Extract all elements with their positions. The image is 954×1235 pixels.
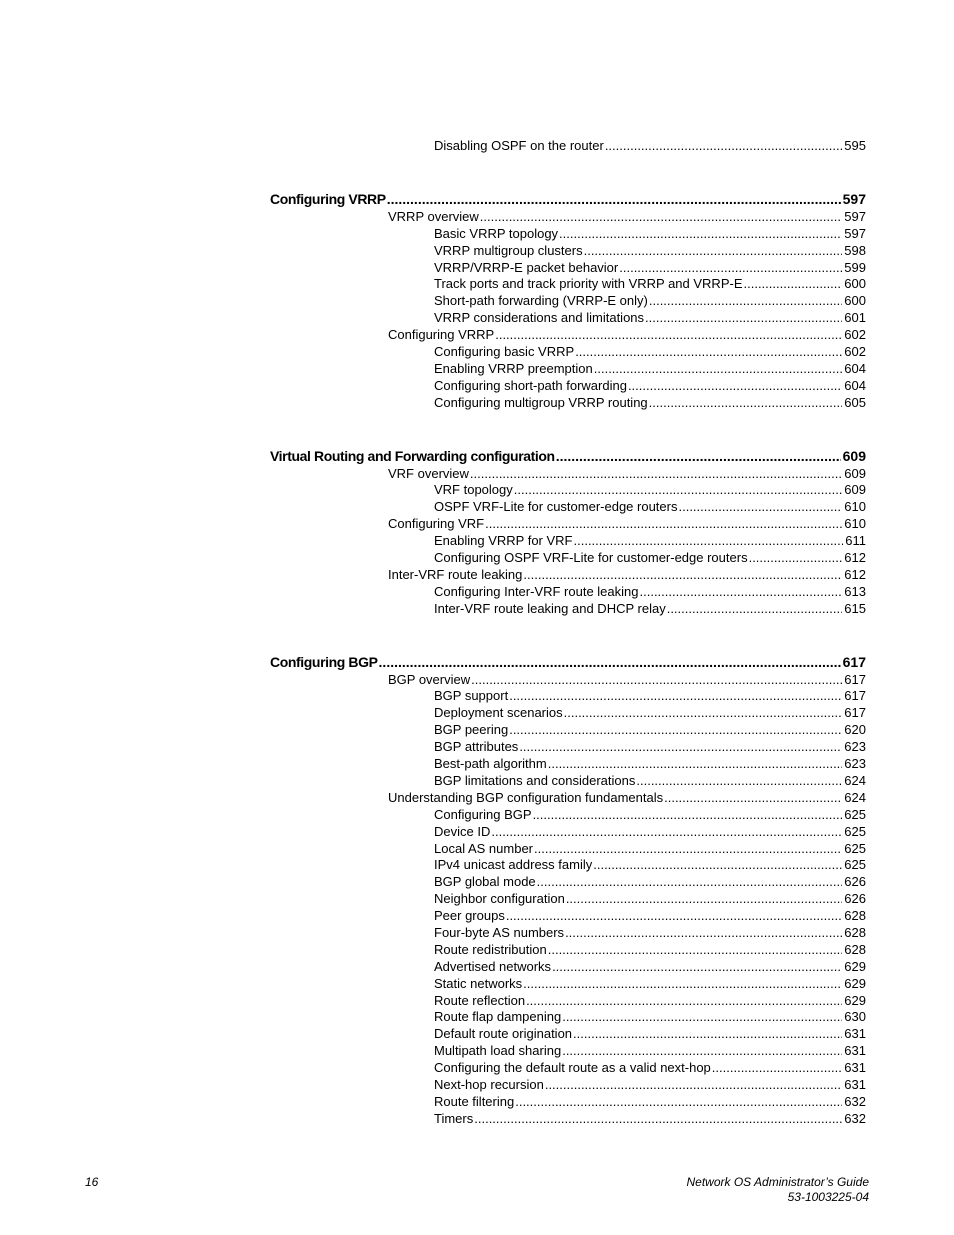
toc-section-entry[interactable] (388, 790, 866, 807)
entry-label: Configuring short-path forwarding (434, 377, 627, 393)
entry-label: Configuring the default route as a valid next-hop (434, 1060, 711, 1076)
entry-label: OSPF VRF-Lite for customer-edge routers (434, 499, 678, 515)
dot-leader (628, 378, 842, 395)
toc-subsection-entry[interactable] (434, 243, 866, 260)
toc-subsection-entry[interactable] (434, 739, 866, 756)
dot-leader (509, 722, 842, 739)
entry-label: BGP limitations and considerations (434, 772, 636, 788)
entry-page-number: 600 (844, 293, 866, 309)
entry-label: VRRP/VRRP-E packet behavior (434, 259, 619, 275)
dot-leader (594, 361, 843, 378)
dot-leader (605, 138, 842, 155)
dot-leader (533, 807, 843, 824)
dot-leader (495, 327, 842, 344)
dot-leader (523, 976, 842, 993)
entry-page-number: 626 (844, 891, 866, 907)
footer-doc-info (686, 1175, 869, 1205)
entry-page-number: 629 (844, 958, 866, 974)
toc-subsection-entry[interactable] (434, 378, 866, 395)
entry-label: Device ID (434, 823, 491, 839)
dot-leader (485, 516, 842, 533)
toc-subsection-entry[interactable] (434, 925, 866, 942)
entry-label: Timers (434, 1110, 474, 1126)
dot-leader (574, 533, 844, 550)
entry-page-number: 631 (844, 1026, 866, 1042)
entry-label: Enabling VRRP for VRF (434, 533, 573, 549)
dot-leader (387, 189, 841, 209)
dot-leader (678, 499, 842, 516)
entry-page-number: 625 (844, 823, 866, 839)
toc-section-entry[interactable] (388, 567, 866, 584)
footer-page-number (85, 1175, 98, 1190)
dot-leader (545, 1077, 842, 1094)
toc-subsection-entry[interactable] (434, 1026, 866, 1043)
toc-subsection-entry[interactable] (434, 1060, 866, 1077)
toc-subsection-entry[interactable] (434, 976, 866, 993)
dot-leader (640, 584, 843, 601)
toc-subsection-entry[interactable] (434, 1043, 866, 1060)
dot-leader (514, 482, 843, 499)
entry-page-number: 610 (844, 516, 866, 532)
entry-page-number: 615 (844, 600, 866, 616)
toc-subsection-entry[interactable] (434, 395, 866, 412)
entry-page-number: 609 (844, 482, 866, 498)
entry-label: Disabling OSPF on the router (434, 138, 604, 153)
toc-chapter-entry[interactable] (270, 446, 866, 466)
entry-page-number: 625 (844, 857, 866, 873)
entry-label: Default route origination (434, 1026, 573, 1042)
toc-subsection-entry[interactable] (434, 908, 866, 925)
entry-page-number: 609 (844, 465, 866, 481)
entry-page-number: 617 (842, 653, 866, 670)
dot-leader (565, 925, 842, 942)
toc-subsection-entry[interactable] (434, 807, 866, 824)
toc-subsection-entry[interactable] (434, 959, 866, 976)
table-of-contents (0, 138, 954, 1128)
dot-leader (480, 209, 843, 226)
dot-leader (636, 773, 842, 790)
toc-subsection-entry[interactable] (434, 550, 866, 567)
entry-label: Configuring VRF (388, 516, 485, 532)
toc-subsection-entry[interactable] (434, 260, 866, 277)
entry-label: Route flap dampening (434, 1009, 562, 1025)
entry-label: Enabling VRRP preemption (434, 360, 593, 376)
dot-leader (470, 466, 842, 483)
entry-page-number: 631 (844, 1060, 866, 1076)
entry-page-number: 623 (844, 739, 866, 755)
entry-page-number: 630 (844, 1009, 866, 1025)
toc-subsection-entry[interactable] (434, 482, 866, 499)
toc-section-entry[interactable] (388, 209, 866, 226)
entry-page-number: 595 (844, 138, 866, 153)
entry-label: VRF topology (434, 482, 513, 498)
dot-leader (548, 942, 843, 959)
dot-leader (534, 841, 842, 858)
entry-label: Short-path forwarding (VRRP-E only) (434, 293, 648, 309)
dot-leader (474, 1111, 842, 1128)
entry-page-number: 626 (844, 874, 866, 890)
entry-label: Peer groups (434, 908, 505, 924)
dot-leader (519, 739, 842, 756)
entry-page-number: 597 (844, 225, 866, 241)
entry-label: Advertised networks (434, 958, 552, 974)
toc-subsection-entry[interactable] (434, 1111, 866, 1128)
entry-page-number: 604 (844, 360, 866, 376)
entry-label: VRF overview (388, 465, 469, 481)
entry-page-number: 632 (844, 1093, 866, 1109)
toc-subsection-entry[interactable] (434, 993, 866, 1010)
toc-subsection-entry[interactable] (434, 722, 866, 739)
entry-label: Multipath load sharing (434, 1043, 562, 1059)
entry-page-number: 602 (844, 327, 866, 343)
dot-leader (573, 1026, 842, 1043)
entry-label: Configuring BGP (434, 806, 532, 822)
chapter-spacer (0, 155, 954, 189)
entry-page-number: 625 (844, 806, 866, 822)
dot-leader (564, 705, 843, 722)
entry-page-number: 631 (844, 1043, 866, 1059)
toc-subsection-entry[interactable] (434, 138, 866, 155)
toc-subsection-entry[interactable] (434, 533, 866, 550)
toc-subsection-entry[interactable] (434, 601, 866, 618)
entry-label: Configuring VRRP (388, 327, 495, 343)
entry-page-number: 629 (844, 992, 866, 1008)
entry-page-number: 598 (844, 242, 866, 258)
entry-page-number: 628 (844, 941, 866, 957)
dot-leader (649, 293, 842, 310)
dot-leader (509, 688, 842, 705)
entry-label: Understanding BGP configuration fundamentals (388, 789, 664, 805)
entry-label: Configuring basic VRRP (434, 344, 575, 360)
chapter-spacer (0, 618, 954, 652)
entry-page-number: 601 (844, 310, 866, 326)
toc-subsection-entry[interactable] (434, 310, 866, 327)
entry-page-number: 624 (844, 772, 866, 788)
dot-leader (562, 1043, 842, 1060)
dot-leader (515, 1094, 842, 1111)
entry-page-number: 602 (844, 344, 866, 360)
entry-page-number: 624 (844, 789, 866, 805)
dot-leader (584, 243, 843, 260)
toc-subsection-entry[interactable] (434, 688, 866, 705)
entry-label: BGP attributes (434, 739, 519, 755)
dot-leader (548, 756, 843, 773)
entry-page-number: 600 (844, 276, 866, 292)
entry-page-number: 597 (842, 190, 866, 207)
toc-subsection-entry[interactable] (434, 1094, 866, 1111)
toc-subsection-entry[interactable] (434, 344, 866, 361)
toc-chapter-entry[interactable] (270, 652, 866, 672)
entry-label: Configuring VRRP (270, 190, 386, 207)
toc-subsection-entry[interactable] (434, 824, 866, 841)
dot-leader (619, 260, 842, 277)
entry-label: Inter-VRF route leaking (388, 566, 523, 582)
entry-label: Configuring OSPF VRF-Lite for customer-edge routers (434, 550, 748, 566)
toc-subsection-entry[interactable] (434, 276, 866, 293)
entry-page-number: 617 (844, 705, 866, 721)
entry-label: VRRP overview (388, 208, 479, 224)
toc-subsection-entry[interactable] (434, 942, 866, 959)
entry-page-number: 628 (844, 908, 866, 924)
dot-leader (667, 601, 843, 618)
toc-subsection-entry[interactable] (434, 361, 866, 378)
entry-page-number: 628 (844, 924, 866, 940)
toc-subsection-entry[interactable] (434, 841, 866, 858)
toc-chapter-entry[interactable] (270, 189, 866, 209)
entry-label: BGP overview (388, 671, 471, 687)
dot-leader (523, 567, 842, 584)
doc-number: 53-1003225-04 (787, 1190, 869, 1204)
entry-label: VRRP multigroup clusters (434, 242, 583, 258)
entry-label: BGP support (434, 688, 509, 704)
dot-leader (526, 993, 842, 1010)
entry-page-number: 613 (844, 583, 866, 599)
dot-leader (744, 276, 843, 293)
entry-page-number: 632 (844, 1110, 866, 1126)
dot-leader (491, 824, 842, 841)
toc-section-entry[interactable] (388, 516, 866, 533)
entry-label: IPv4 unicast address family (434, 857, 593, 873)
toc-subsection-entry[interactable] (434, 499, 866, 516)
toc-subsection-entry[interactable] (434, 226, 866, 243)
entry-page-number: 599 (844, 259, 866, 275)
toc-subsection-entry[interactable] (434, 756, 866, 773)
chapter-spacer (0, 412, 954, 446)
entry-label: BGP peering (434, 722, 509, 738)
dot-leader (552, 959, 842, 976)
entry-label: Configuring Inter-VRF route leaking (434, 583, 639, 599)
entry-page-number: 609 (842, 447, 866, 464)
entry-page-number: 605 (844, 394, 866, 410)
entry-page-number: 612 (844, 550, 866, 566)
entry-label: BGP global mode (434, 874, 536, 890)
dot-leader (593, 857, 842, 874)
entry-label: Configuring BGP (270, 653, 378, 670)
dot-leader (556, 446, 841, 466)
dot-leader (649, 395, 843, 412)
toc-subsection-entry[interactable] (434, 874, 866, 891)
dot-leader (645, 310, 842, 327)
entry-page-number: 597 (844, 208, 866, 224)
dot-leader (559, 226, 842, 243)
toc-section-entry[interactable] (388, 672, 866, 689)
dot-leader (537, 874, 843, 891)
entry-page-number: 625 (844, 840, 866, 856)
entry-page-number: 623 (844, 756, 866, 772)
entry-page-number: 611 (845, 533, 866, 549)
toc-section-entry[interactable] (388, 466, 866, 483)
entry-label: Neighbor configuration (434, 891, 565, 907)
entry-label: Basic VRRP topology (434, 225, 559, 241)
doc-title: Network OS Administrator’s Guide (686, 1175, 869, 1189)
entry-page-number: 620 (844, 722, 866, 738)
entry-page-number: 631 (844, 1076, 866, 1092)
dot-leader (749, 550, 843, 567)
entry-label: Four-byte AS numbers (434, 924, 565, 940)
entry-label: Next-hop recursion (434, 1076, 544, 1092)
toc-subsection-entry[interactable] (434, 1009, 866, 1026)
entry-label: Inter-VRF route leaking and DHCP relay (434, 600, 666, 616)
dot-leader (575, 344, 842, 361)
entry-label: Static networks (434, 975, 523, 991)
entry-label: Route reflection (434, 992, 526, 1008)
entry-page-number: 604 (844, 377, 866, 393)
entry-label: Local AS number (434, 840, 534, 856)
entry-page-number: 610 (844, 499, 866, 515)
entry-page-number: 629 (844, 975, 866, 991)
entry-label: VRRP considerations and limitations (434, 310, 645, 326)
dot-leader (506, 908, 842, 925)
entry-page-number: 617 (844, 688, 866, 704)
toc-subsection-entry[interactable] (434, 293, 866, 310)
entry-label: Virtual Routing and Forwarding configuration (270, 447, 555, 464)
dot-leader (712, 1060, 843, 1077)
entry-label: Route filtering (434, 1093, 515, 1109)
entry-label: Track ports and track priority with VRRP and VRRP-E (434, 276, 743, 292)
toc-subsection-entry[interactable] (434, 1077, 866, 1094)
entry-page-number: 612 (844, 566, 866, 582)
dot-leader (562, 1009, 842, 1026)
dot-leader (471, 672, 842, 689)
toc-subsection-entry[interactable] (434, 857, 866, 874)
entry-page-number: 617 (844, 671, 866, 687)
dot-leader (379, 652, 841, 672)
dot-leader (664, 790, 842, 807)
entry-label: Deployment scenarios (434, 705, 563, 721)
page-number: 16 (85, 1175, 99, 1189)
toc-subsection-entry[interactable] (434, 891, 866, 908)
toc-subsection-entry[interactable] (434, 705, 866, 722)
entry-label: Configuring multigroup VRRP routing (434, 394, 648, 410)
toc-subsection-entry[interactable] (434, 584, 866, 601)
dot-leader (566, 891, 842, 908)
toc-subsection-entry[interactable] (434, 773, 866, 790)
toc-section-entry[interactable] (388, 327, 866, 344)
entry-label: Best-path algorithm (434, 756, 547, 772)
entry-label: Route redistribution (434, 941, 547, 957)
